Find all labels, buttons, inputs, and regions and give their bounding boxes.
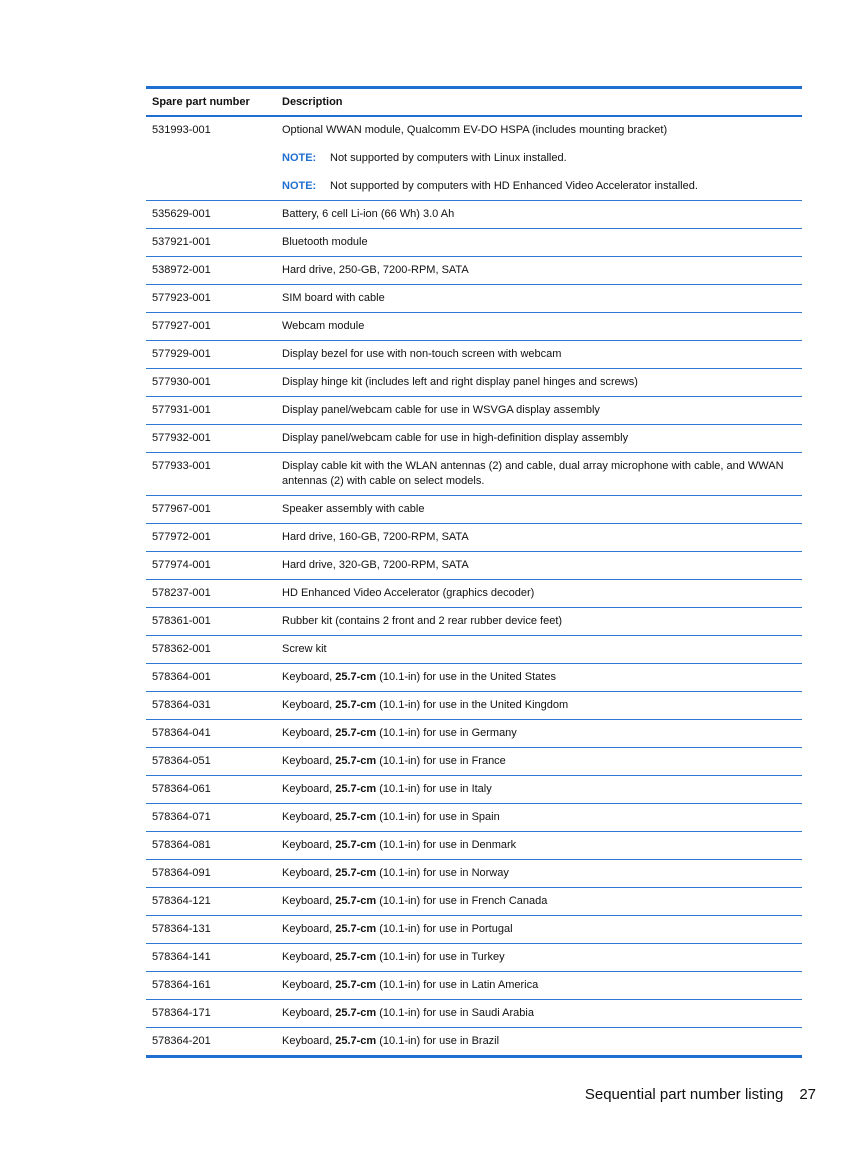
part-number-cell: 578364-051 xyxy=(146,748,276,776)
part-number-cell: 578364-161 xyxy=(146,972,276,1000)
keyboard-prefix: Keyboard, xyxy=(282,1007,336,1019)
part-number-cell: 578364-171 xyxy=(146,1000,276,1028)
keyboard-size: 25.7-cm xyxy=(335,951,377,963)
description-text: Optional WWAN module, Qualcomm EV-DO HSPA (includes mounting bracket) xyxy=(282,124,668,136)
part-number-cell: 578364-041 xyxy=(146,720,276,748)
part-number-cell: 577972-001 xyxy=(146,524,276,552)
note xyxy=(282,179,796,194)
keyboard-country: Saudi Arabia xyxy=(471,1007,534,1019)
table-row xyxy=(146,524,802,552)
part-number-cell: 578364-001 xyxy=(146,664,276,692)
table-row xyxy=(146,397,802,425)
table-row xyxy=(146,916,802,944)
part-number-cell: 577931-001 xyxy=(146,397,276,425)
description-cell: Speaker assembly with cable xyxy=(276,496,802,524)
keyboard-country: the United Kingdom xyxy=(471,699,569,711)
table-header-row xyxy=(146,88,802,117)
description-cell: Hard drive, 320-GB, 7200-RPM, SATA xyxy=(276,552,802,580)
description-cell xyxy=(276,972,802,1000)
spare-parts-table xyxy=(146,86,802,1058)
table-row xyxy=(146,425,802,453)
description-cell xyxy=(276,804,802,832)
keyboard-country: Portugal xyxy=(471,923,513,935)
table-row xyxy=(146,285,802,313)
part-number-cell: 578364-071 xyxy=(146,804,276,832)
keyboard-size: 25.7-cm xyxy=(335,699,377,711)
description-cell: Battery, 6 cell Li-ion (66 Wh) 3.0 Ah xyxy=(276,201,802,229)
table-row xyxy=(146,1028,802,1057)
table-row xyxy=(146,369,802,397)
table-row xyxy=(146,972,802,1000)
keyboard-country: Denmark xyxy=(471,839,517,851)
description-cell: Hard drive, 250-GB, 7200-RPM, SATA xyxy=(276,257,802,285)
keyboard-prefix: Keyboard, xyxy=(282,727,336,739)
table-row xyxy=(146,944,802,972)
description-cell xyxy=(276,748,802,776)
description-cell xyxy=(276,692,802,720)
keyboard-prefix: Keyboard, xyxy=(282,671,336,683)
part-number-cell: 578364-201 xyxy=(146,1028,276,1057)
table-row xyxy=(146,860,802,888)
keyboard-size: 25.7-cm xyxy=(335,727,377,739)
keyboard-mid: (10.1-in) for use in xyxy=(376,979,472,991)
page-number: 27 xyxy=(799,1086,816,1103)
description-cell: Display cable kit with the WLAN antennas (2) and cable, dual array microphone with cable, and WWAN antennas (2) with cable on select models. xyxy=(276,453,802,496)
part-number-cell: 538972-001 xyxy=(146,257,276,285)
note-label: NOTE: xyxy=(282,152,317,164)
keyboard-size: 25.7-cm xyxy=(335,979,377,991)
keyboard-country: Brazil xyxy=(471,1035,500,1047)
keyboard-prefix: Keyboard, xyxy=(282,1035,336,1047)
description-cell xyxy=(276,832,802,860)
part-number-cell: 577930-001 xyxy=(146,369,276,397)
keyboard-size: 25.7-cm xyxy=(335,671,377,683)
table-row xyxy=(146,453,802,496)
table-row xyxy=(146,636,802,664)
description-cell: Display hinge kit (includes left and right display panel hinges and screws) xyxy=(276,369,802,397)
table-row xyxy=(146,888,802,916)
keyboard-mid: (10.1-in) for use in xyxy=(376,1035,472,1047)
keyboard-country: French Canada xyxy=(471,895,548,907)
keyboard-mid: (10.1-in) for use in xyxy=(376,1007,472,1019)
description-cell: Hard drive, 160-GB, 7200-RPM, SATA xyxy=(276,524,802,552)
keyboard-prefix: Keyboard, xyxy=(282,839,336,851)
keyboard-country: Spain xyxy=(471,811,500,823)
table-row xyxy=(146,313,802,341)
description-cell: Webcam module xyxy=(276,313,802,341)
keyboard-size: 25.7-cm xyxy=(335,867,377,879)
table-row xyxy=(146,776,802,804)
keyboard-mid: (10.1-in) for use in xyxy=(376,727,472,739)
keyboard-country: Turkey xyxy=(471,951,505,963)
part-number-cell: 578364-091 xyxy=(146,860,276,888)
keyboard-country: Italy xyxy=(471,783,492,795)
keyboard-size: 25.7-cm xyxy=(335,895,377,907)
keyboard-country: France xyxy=(471,755,506,767)
note-text: Not supported by computers with HD Enhanced Video Accelerator installed. xyxy=(330,180,698,192)
keyboard-mid: (10.1-in) for use in xyxy=(376,895,472,907)
header-description: Description xyxy=(276,88,802,117)
table-row xyxy=(146,257,802,285)
description-cell xyxy=(276,664,802,692)
description-cell: Rubber kit (contains 2 front and 2 rear rubber device feet) xyxy=(276,608,802,636)
part-number-cell: 578364-121 xyxy=(146,888,276,916)
description-cell: Screw kit xyxy=(276,636,802,664)
page-footer xyxy=(585,1086,816,1103)
keyboard-country: Germany xyxy=(471,727,517,739)
part-number-cell: 577927-001 xyxy=(146,313,276,341)
description-cell xyxy=(276,116,802,201)
description-cell: HD Enhanced Video Accelerator (graphics decoder) xyxy=(276,580,802,608)
keyboard-size: 25.7-cm xyxy=(335,755,377,767)
part-number-cell: 577933-001 xyxy=(146,453,276,496)
description-cell xyxy=(276,1000,802,1028)
table-row xyxy=(146,1000,802,1028)
keyboard-size: 25.7-cm xyxy=(335,839,377,851)
table-row xyxy=(146,229,802,257)
description-cell xyxy=(276,1028,802,1057)
keyboard-mid: (10.1-in) for use in xyxy=(376,755,472,767)
table-row xyxy=(146,720,802,748)
description-cell: Display bezel for use with non-touch screen with webcam xyxy=(276,341,802,369)
table-row xyxy=(146,748,802,776)
part-number-cell: 577932-001 xyxy=(146,425,276,453)
footer-section-title: Sequential part number listing xyxy=(584,1086,784,1103)
keyboard-prefix: Keyboard, xyxy=(282,699,336,711)
keyboard-prefix: Keyboard, xyxy=(282,811,336,823)
keyboard-size: 25.7-cm xyxy=(335,1035,377,1047)
keyboard-size: 25.7-cm xyxy=(335,923,377,935)
keyboard-prefix: Keyboard, xyxy=(282,895,336,907)
description-cell xyxy=(276,888,802,916)
keyboard-size: 25.7-cm xyxy=(335,1007,377,1019)
keyboard-prefix: Keyboard, xyxy=(282,951,336,963)
part-number-cell: 578364-031 xyxy=(146,692,276,720)
keyboard-prefix: Keyboard, xyxy=(282,923,336,935)
table-row xyxy=(146,804,802,832)
table-row xyxy=(146,201,802,229)
keyboard-country: Latin America xyxy=(471,979,539,991)
keyboard-mid: (10.1-in) for use in xyxy=(376,867,472,879)
table-row xyxy=(146,608,802,636)
part-number-cell: 578364-131 xyxy=(146,916,276,944)
table-row xyxy=(146,832,802,860)
note xyxy=(282,151,796,166)
header-spare-part-number: Spare part number xyxy=(146,88,276,117)
table-row xyxy=(146,580,802,608)
keyboard-mid: (10.1-in) for use in xyxy=(376,699,472,711)
note-text: Not supported by computers with Linux installed. xyxy=(330,152,567,164)
description-cell xyxy=(276,776,802,804)
table-row xyxy=(146,341,802,369)
keyboard-mid: (10.1-in) for use in xyxy=(376,951,472,963)
description-cell xyxy=(276,720,802,748)
part-number-cell: 578237-001 xyxy=(146,580,276,608)
keyboard-size: 25.7-cm xyxy=(335,783,377,795)
part-number-cell: 531993-001 xyxy=(146,116,276,201)
table-row xyxy=(146,552,802,580)
part-number-cell: 577974-001 xyxy=(146,552,276,580)
part-number-cell: 577929-001 xyxy=(146,341,276,369)
keyboard-country: the United States xyxy=(471,671,556,683)
keyboard-mid: (10.1-in) for use in xyxy=(376,923,472,935)
part-number-cell: 535629-001 xyxy=(146,201,276,229)
keyboard-prefix: Keyboard, xyxy=(282,979,336,991)
part-number-cell: 537921-001 xyxy=(146,229,276,257)
table-row xyxy=(146,496,802,524)
description-cell: Display panel/webcam cable for use in WSVGA display assembly xyxy=(276,397,802,425)
description-cell xyxy=(276,860,802,888)
note-label: NOTE: xyxy=(282,180,317,192)
part-number-cell: 577923-001 xyxy=(146,285,276,313)
part-number-cell: 577967-001 xyxy=(146,496,276,524)
description-cell xyxy=(276,916,802,944)
part-number-cell: 578364-061 xyxy=(146,776,276,804)
description-cell: Bluetooth module xyxy=(276,229,802,257)
table-row xyxy=(146,116,802,201)
part-number-cell: 578364-081 xyxy=(146,832,276,860)
keyboard-size: 25.7-cm xyxy=(335,811,377,823)
keyboard-prefix: Keyboard, xyxy=(282,755,336,767)
keyboard-prefix: Keyboard, xyxy=(282,867,336,879)
keyboard-mid: (10.1-in) for use in xyxy=(376,811,472,823)
part-number-cell: 578364-141 xyxy=(146,944,276,972)
keyboard-mid: (10.1-in) for use in xyxy=(376,839,472,851)
table-row xyxy=(146,664,802,692)
part-number-cell: 578362-001 xyxy=(146,636,276,664)
part-number-cell: 578361-001 xyxy=(146,608,276,636)
description-cell: Display panel/webcam cable for use in high-definition display assembly xyxy=(276,425,802,453)
table-row xyxy=(146,692,802,720)
keyboard-prefix: Keyboard, xyxy=(282,783,336,795)
description-cell: SIM board with cable xyxy=(276,285,802,313)
keyboard-country: Norway xyxy=(471,867,509,879)
description-cell xyxy=(276,944,802,972)
keyboard-mid: (10.1-in) for use in xyxy=(376,783,472,795)
keyboard-mid: (10.1-in) for use in xyxy=(376,671,472,683)
